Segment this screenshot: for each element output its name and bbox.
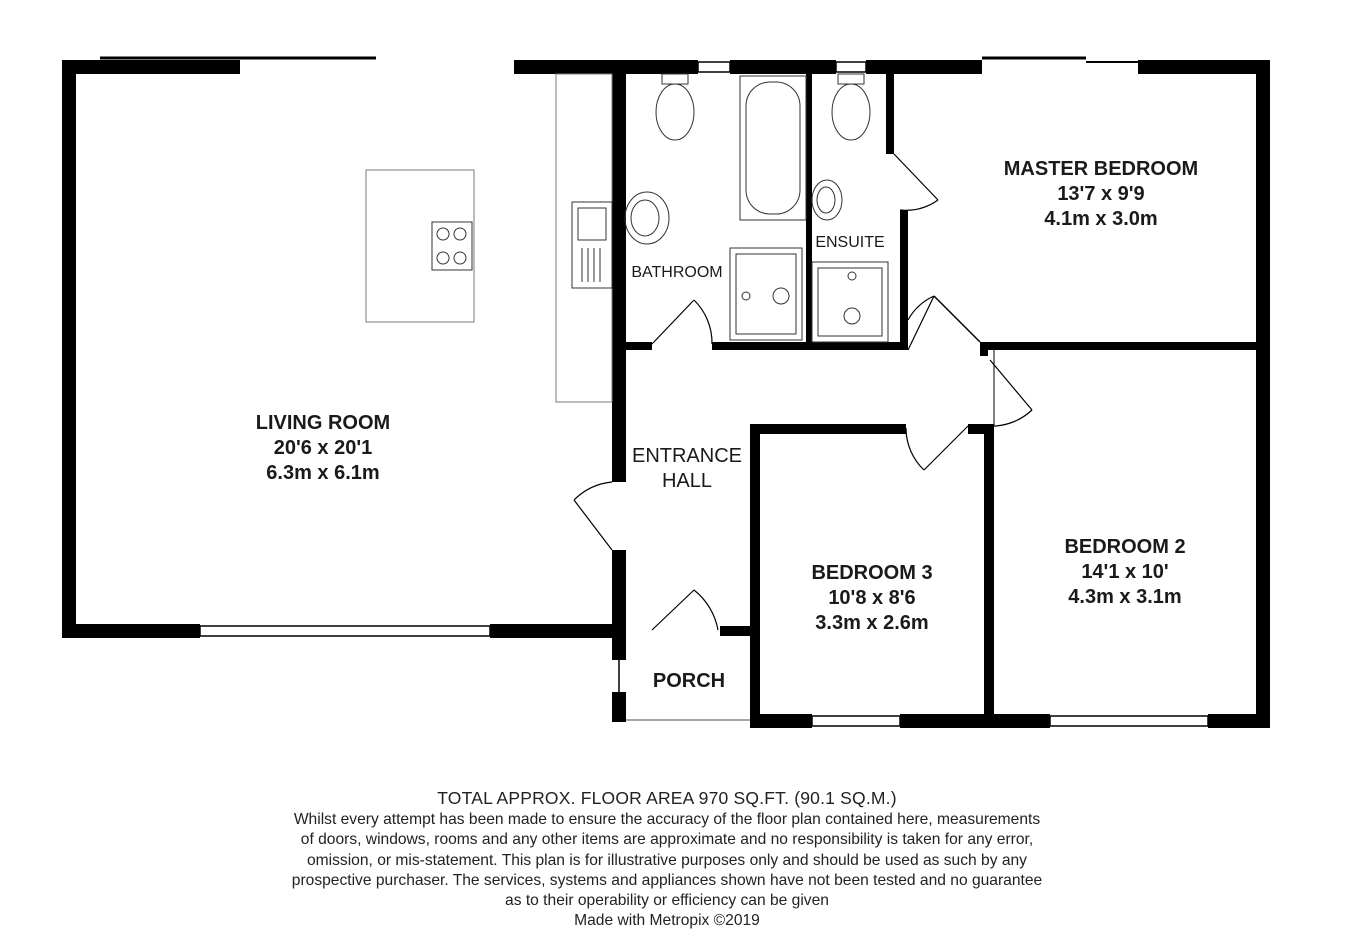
- bedroom-2-name: BEDROOM 2: [1064, 536, 1186, 558]
- entrance-hall-line1: ENTRANCE: [631, 445, 743, 467]
- sink-bowl: [578, 208, 606, 240]
- window-bed3-bottom: [812, 716, 900, 726]
- wall-bottom-living-right: [490, 624, 626, 638]
- wall-top-bath: [514, 60, 698, 74]
- wall-top-master-right: [1138, 60, 1270, 74]
- wall-bottom-bed2-right: [1208, 714, 1270, 728]
- shower-drain: [742, 292, 750, 300]
- total-floor-area: TOTAL APPROX. FLOOR AREA 970 SQ.FT. (90.1 SQ.M.): [437, 788, 897, 808]
- shower-head: [844, 308, 860, 324]
- ensuite-label: ENSUITE: [815, 234, 885, 251]
- master-bedroom-name: MASTER BEDROOM: [1003, 158, 1199, 180]
- wall-bath-ensuite: [806, 68, 812, 350]
- hob-ring: [454, 228, 466, 240]
- bedroom-3-name: BEDROOM 3: [811, 562, 933, 584]
- wall-bed2-left-upper: [980, 342, 988, 356]
- wall-master-bottom: [980, 342, 1270, 350]
- disclaimer-line: omission, or mis-statement. This plan is for illustrative purposes only and should be used as such by any: [307, 851, 1027, 869]
- door-bed3: [906, 426, 968, 470]
- kitchen-island: [366, 170, 474, 322]
- wall-hall-left-upper: [612, 68, 626, 482]
- hob-icon: [432, 222, 472, 270]
- wall-bed3-top-right: [968, 424, 994, 434]
- credit: Made with Metropix ©2019: [574, 912, 760, 930]
- toilet-cistern: [662, 74, 688, 84]
- bedroom-2-imperial: 14'1 x 10': [1081, 561, 1169, 583]
- master-bedroom-metric: 4.1m x 3.0m: [1044, 208, 1158, 230]
- wall-bed3-top: [750, 424, 906, 434]
- disclaimer-line: as to their operability or efficiency can be given: [505, 892, 829, 910]
- wall-top-ensuite: [866, 60, 982, 74]
- wall-bottom-living-left: [62, 624, 200, 638]
- basin-inner: [817, 187, 835, 213]
- wall-top-living-left: [62, 60, 240, 74]
- shower-tray-inner: [736, 254, 796, 334]
- hob-ring: [454, 252, 466, 264]
- door-bed2: [986, 360, 1032, 426]
- entrance-hall-line2: HALL: [661, 470, 713, 492]
- living-room-imperial: 20'6 x 20'1: [273, 437, 373, 459]
- living-room-metric: 6.3m x 6.1m: [266, 462, 380, 484]
- kitchen-counter: [556, 74, 612, 402]
- window-bath-top: [698, 62, 730, 72]
- shower-tray-icon: [812, 262, 888, 342]
- living-room-name: LIVING ROOM: [255, 412, 391, 434]
- shower-head: [773, 288, 789, 304]
- doors: [574, 154, 1032, 630]
- sink-drainer: [582, 248, 600, 282]
- window-bed2-bottom: [1050, 716, 1208, 726]
- wall-ensuite-master-lower: [900, 210, 908, 350]
- disclaimer-line: Whilst every attempt has been made to ensure the accuracy of the floor plan contained here, measurements: [293, 811, 1041, 828]
- hob-ring: [437, 252, 449, 264]
- door-porch: [652, 590, 718, 630]
- wall-porch-top: [720, 626, 758, 636]
- porch-label: PORCH: [652, 670, 726, 692]
- bedroom-3-imperial: 10'8 x 8'6: [828, 587, 916, 609]
- wall-bottom-bed3-left: [750, 714, 812, 728]
- bath-icon: [740, 76, 806, 220]
- bedroom-2-metric: 4.3m x 3.1m: [1068, 586, 1182, 608]
- toilet-bowl-icon: [832, 84, 870, 140]
- door-bathroom: [652, 300, 712, 344]
- window-ensuite-top: [836, 62, 866, 72]
- door-living: [574, 482, 612, 550]
- shower-tray-inner: [818, 268, 882, 336]
- wall-porch-left-b: [612, 692, 626, 722]
- wall-ensuite-master-upper: [886, 68, 894, 154]
- bathroom-label: BATHROOM: [631, 264, 723, 281]
- wall-bath-bottom: [620, 342, 652, 350]
- wall-angle-master: [934, 296, 980, 342]
- disclaimer-line: prospective purchaser. The services, systems and appliances shown have not been tested and no guarantee: [291, 871, 1043, 889]
- door-master: [894, 154, 938, 210]
- door-ensuite: [908, 296, 934, 350]
- shower-tray-icon: [730, 248, 802, 340]
- room-labels: [256, 158, 1198, 692]
- hob-ring: [437, 228, 449, 240]
- bath-basin: [746, 82, 800, 214]
- basin-inner: [631, 200, 659, 236]
- wall-top-bath-2: [730, 60, 836, 74]
- wall-bottom-bed3-right: [900, 714, 1050, 728]
- window-living-bottom: [200, 626, 490, 636]
- toilet-bowl-icon: [656, 84, 694, 140]
- wall-bed3-left: [750, 424, 760, 728]
- wall-left: [62, 60, 76, 638]
- wall-bed2-left: [984, 426, 994, 728]
- master-bedroom-imperial: 13'7 x 9'9: [1057, 183, 1145, 205]
- wall-right: [1256, 60, 1270, 728]
- footer: [233, 786, 1101, 932]
- shower-drain: [848, 272, 856, 280]
- wall-porch-left-a: [612, 624, 626, 660]
- bedroom-3-metric: 3.3m x 2.6m: [815, 612, 929, 634]
- disclaimer-line: of doors, windows, rooms and any other items are approximate and no responsibility is taken for any error,: [300, 831, 1034, 849]
- toilet-cistern: [838, 74, 864, 84]
